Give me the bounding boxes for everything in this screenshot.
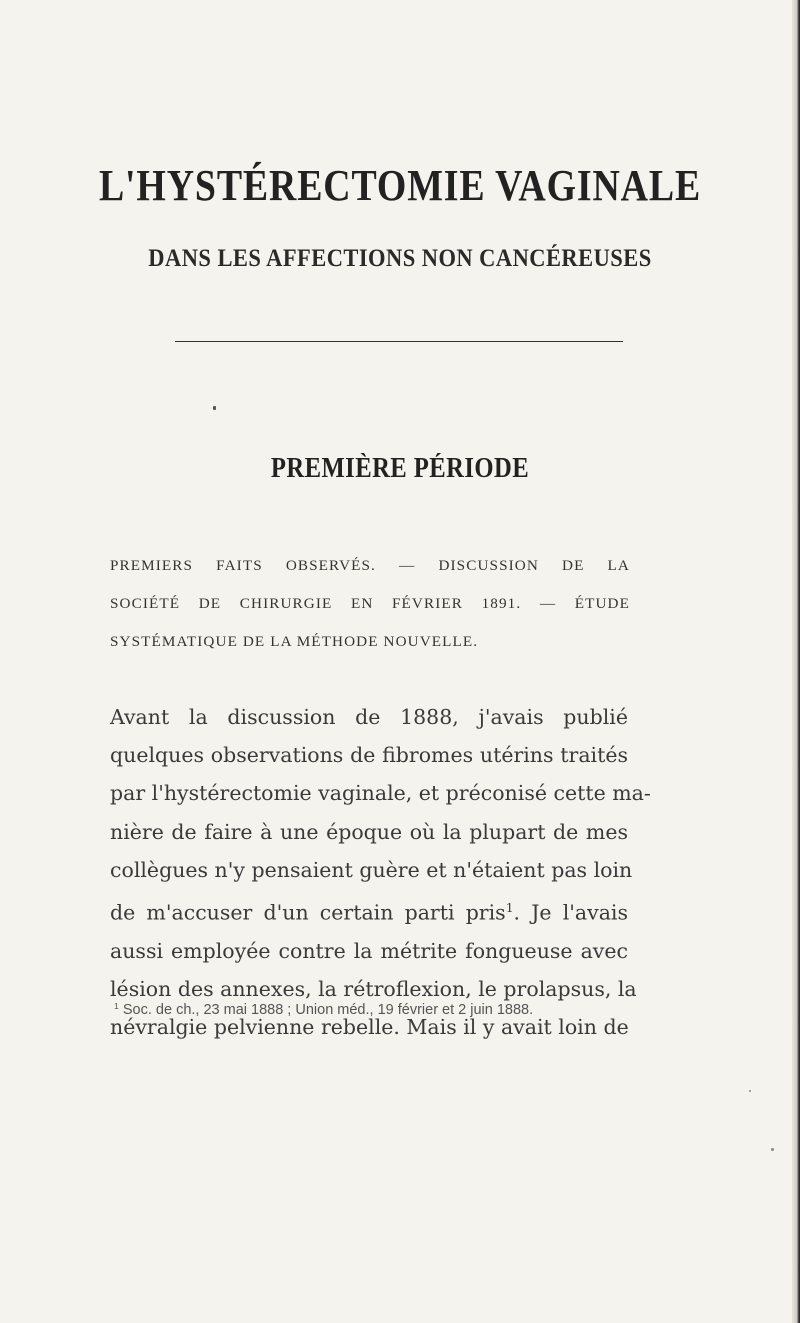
footnote <box>114 1001 634 1018</box>
title-divider <box>175 341 623 342</box>
body-paragraph <box>110 698 651 1046</box>
chapter-title: L'HYSTÉRECTOMIE VAGINALE <box>98 161 702 210</box>
body-line-part: . Je l'avais <box>513 900 628 925</box>
body-line: par l'hystérectomie vaginale, et préconisé cette ma- <box>110 781 651 806</box>
footnote-marker: 1 <box>114 1001 119 1011</box>
body-line: nière de faire à une époque où la plupart de mes <box>110 819 628 844</box>
section-heading: PREMIÈRE PÉRIODE <box>270 453 530 484</box>
footnote-text: Soc. de ch., 23 mai 1888 ; Union méd., 19 février et 2 juin 1888. <box>122 1002 534 1019</box>
ink-speck <box>213 406 216 410</box>
summary-line: PREMIERS FAITS OBSERVÉS. — DISCUSSION DE LA <box>110 557 630 574</box>
body-line-with-footnote <box>110 889 628 932</box>
body-line: lésion des annexes, la rétroflexion, le prolapsus, la <box>110 976 637 1001</box>
page-edge-shadow <box>792 0 800 1323</box>
body-line-part: de m'accuser d'un certain parti pris <box>110 900 506 925</box>
footnote-reference: 1 <box>505 901 514 916</box>
chapter-subtitle: DANS LES AFFECTIONS NON CANCÉREUSES <box>148 245 652 272</box>
section-summary <box>110 547 630 661</box>
body-line: Avant la discussion de 1888, j'avais publié <box>110 705 628 729</box>
summary-line: SYSTÉMATIQUE DE LA MÉTHODE NOUVELLE. <box>110 633 479 650</box>
ink-speck <box>749 1090 751 1092</box>
summary-line: SOCIÉTÉ DE CHIRURGIE EN FÉVRIER 1891. — ÉTUDE <box>110 595 630 612</box>
body-line: aussi employée contre la métrite fongueuse avec <box>110 938 628 963</box>
body-line: névralgie pelvienne rebelle. Mais il y avait loin de <box>110 1015 629 1039</box>
body-line: collègues n'y pensaient guère et n'étaient pas loin <box>110 857 633 882</box>
ink-speck <box>771 1148 774 1151</box>
body-line: quelques observations de fibromes utérins traités <box>110 743 628 768</box>
